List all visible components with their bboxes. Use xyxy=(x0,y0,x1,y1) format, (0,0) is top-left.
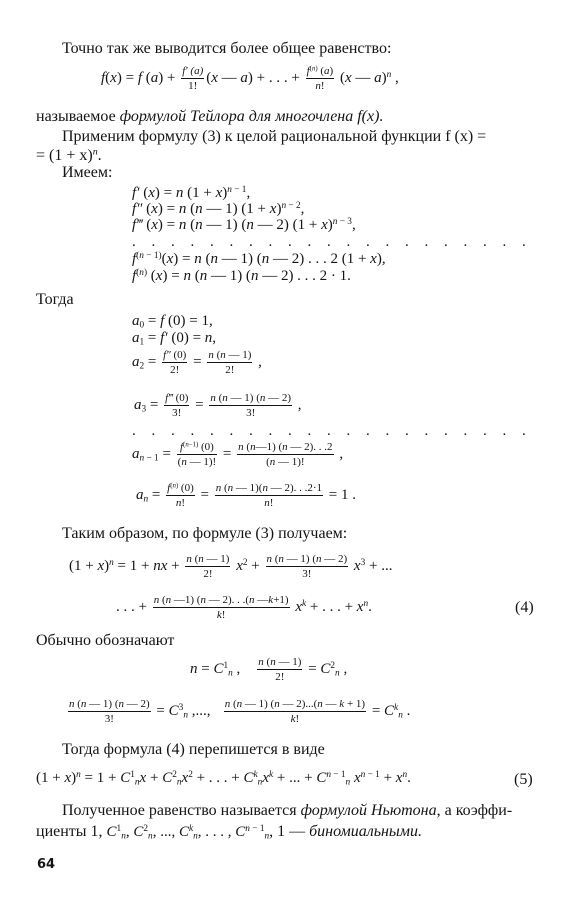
derivative-3: f‴ (x) = n (n — 1) (n — 2) $(1 + x)^{n - 3}$, xyxy=(132,216,356,233)
final-line-1-start: Полученное равенство называется xyxy=(62,802,301,819)
final-line-1 xyxy=(62,801,512,821)
final-line-2 xyxy=(36,822,422,842)
derivative-dots: . . . . . . . . . . . . . . . . . . . . . xyxy=(132,234,532,250)
page-number: 64 xyxy=(37,857,56,872)
have-text: Имеем: xyxy=(62,164,113,181)
binomial-term: биномиальными. xyxy=(309,823,422,840)
coef-a0: $a_0 = f$ (0) = 1, xyxy=(132,313,213,331)
rewritten-text: Тогда формула (4) перепишется в виде xyxy=(62,741,325,758)
apply-line-2-base: = (1 + x) xyxy=(36,147,93,164)
coef-a-n-minus-1: $a_{n - 1}$ = $\frac{f^{(n-1)} (0)}{(n — 1)!}$ = $\frac{n (n—1) (n — 2). . .2}{(n — 1)!}$ , xyxy=(132,441,344,468)
notation-line-1: $n = C^1_n$ , $\frac{n (n — 1)}{2!}$ = $C^2_n$ , xyxy=(190,656,348,683)
final-line-2-start: циенты 1, xyxy=(36,823,107,840)
thus-text: Таким образом, по формуле (3) получаем: xyxy=(62,525,348,542)
coef-a3: $a_3$ = $\frac{f‴ (0)}{3!}$ = $\frac{n (n — 1) (n — 2)}{3!}$ , xyxy=(134,392,302,419)
coefficient-list: $C^1_n$, $C^2_n$, ..., $C^k_n$, . . . , $C^{n - 1}_n$ xyxy=(106,823,270,842)
called-prefix: называемое xyxy=(36,108,120,125)
derivative-n: $f^{(n)}$ (x) = n (n — 1) (n — 2) . . . 2 · 1. xyxy=(132,267,351,284)
usually-text: Обычно обозначают xyxy=(36,632,175,649)
coef-a2: $a_2$ = $\frac{f'' (0)}{2!}$ = $\frac{n (n — 1)}{2!}$ , xyxy=(132,349,262,376)
newton-formula: $(1 + x)^n = 1 + C^1_nx + C^2_nx^2$ + . . . + $C^k_nx^k$ + ... + $C^{n - 1}_n$ $x^{n - 1} + x^n$. xyxy=(36,769,411,788)
apply-line-2-exp: n xyxy=(92,146,98,158)
equation-number-4: (4) xyxy=(515,599,534,616)
binomial-expansion-line-2: . . . + $\frac{n (n —1) (n — 2). . .(n —k+1)}{k!}$ $x^k$ + . . . + $x^n$. xyxy=(116,594,372,621)
coef-a-n: $a_n$ = $\frac{f^{(n)} (0)}{n!}$ = $\frac{n (n — 1)(n — 2). . .2\cdot 1}{n!}$ = 1 . xyxy=(136,482,356,509)
binomial-expansion-line-1: $(1 + x)^n = 1$ + nx + $\frac{n (n — 1)}{2!}$ $x^2$ + $\frac{n (n — 1) (n — 2)}{3!}$ $x^3$ + ... xyxy=(69,553,393,580)
final-line-2-middle: , 1 — xyxy=(269,823,310,840)
apply-line-2-end: . xyxy=(97,147,102,164)
then-text: Тогда xyxy=(36,291,74,308)
taylor-name-line xyxy=(36,107,383,127)
derivative-n-minus-1: $f^{(n - 1)}(x) = n$ (n — 1) (n — 2) . . . 2 (1 + x), xyxy=(132,250,386,267)
final-line-1-end: , а коэффи- xyxy=(436,802,513,819)
derivative-2: f″ (x) = n (n — 1) $(1 + x)^{n - 2}$, xyxy=(132,200,305,217)
apply-line-1: Применим формулу (3) к целой рациональной функции f (x) = xyxy=(62,128,487,145)
coef-a1: $a_1 = f'$ (0) = n, xyxy=(132,330,217,348)
newton-formula-name: формулой Ньютона xyxy=(300,802,437,819)
taylor-formula-name: формулой Тейлора для многочлена f(x). xyxy=(119,108,384,125)
intro-text: Точно так же выводится более общее равенство: xyxy=(62,40,392,57)
notation-line-2: $\frac{n (n — 1) (n — 2)}{3!}$ = $C^3_n$ ,..., $\frac{n (n — 1) (n — 2)...(n — k + 1)}{k!}$ = $C^k_n$ . xyxy=(69,698,411,725)
coef-dots: . . . . . . . . . . . . . . . . . . . . . xyxy=(132,423,532,439)
equation-number-5: (5) xyxy=(514,771,533,788)
derivative-1: f′ (x) = n $(1 + x)^{n - 1}$, xyxy=(132,184,251,201)
taylor-formula: f(x) = f (a) + $\frac{f' (a)}{1!}$ (x — a) + . . . + $\frac{f^{(n)} (a)}{n!}$ (x — a)$^n$ , xyxy=(101,65,399,92)
